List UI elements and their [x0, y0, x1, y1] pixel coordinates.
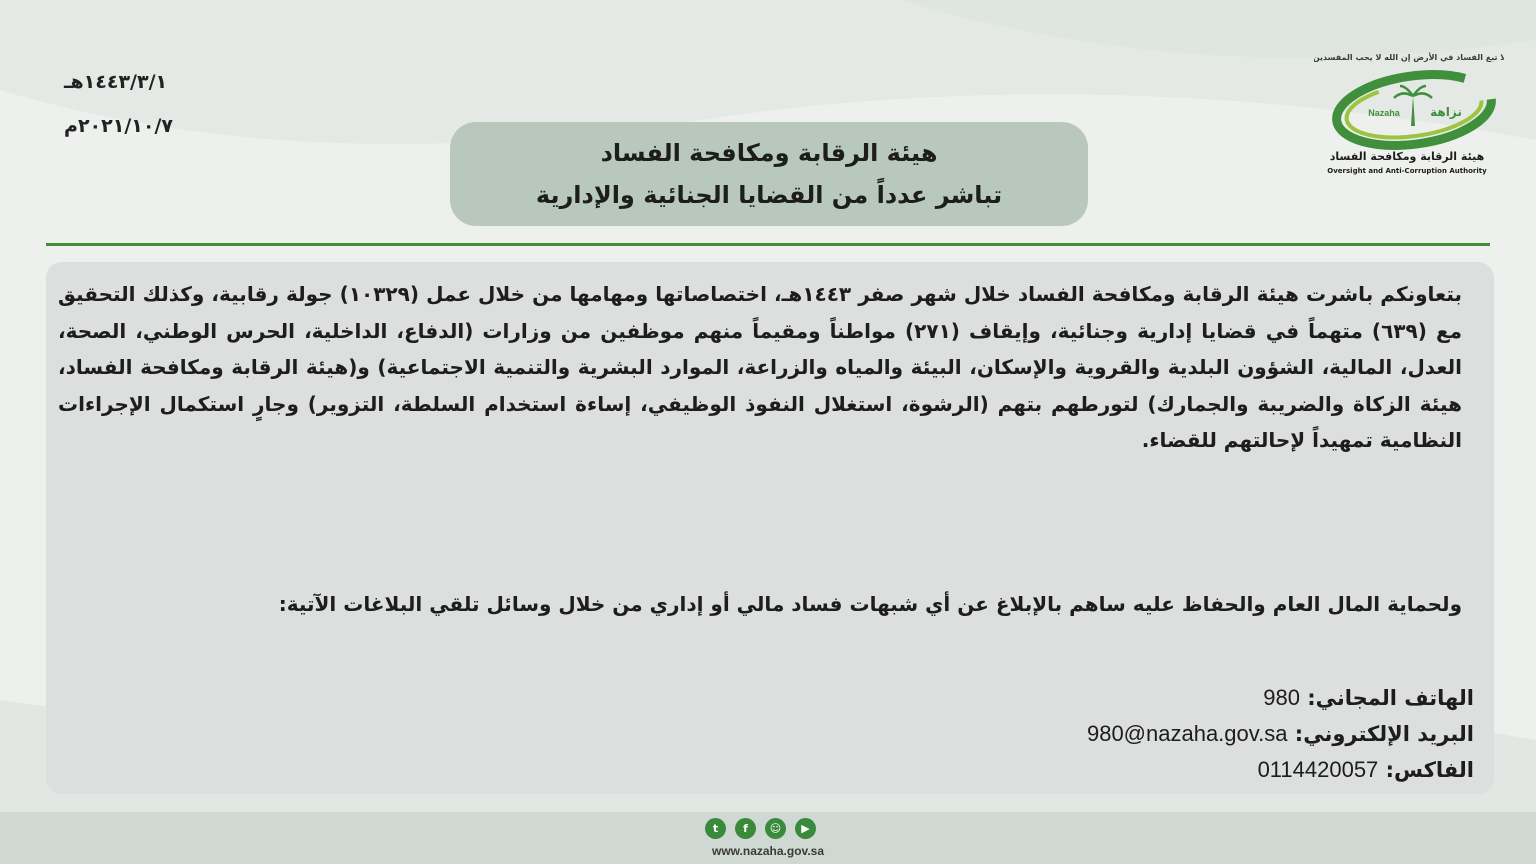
page-title: هيئة الرقابة ومكافحة الفساد [600, 139, 938, 167]
reporting-paragraph: ولحماية المال العام والحفاظ عليه ساهم بالإبلاغ عن أي شبهات فساد مالي أو إداري من خلال وسائل تلقي البلاغات الآتية: [278, 592, 1462, 616]
youtube-icon[interactable]: ▶ [795, 818, 816, 839]
contact-email-value[interactable]: 980@nazaha.gov.sa [1086, 721, 1288, 746]
title-box [450, 122, 1088, 226]
nazaha-emblem-icon [1314, 38, 1504, 158]
announcement-paragraph: بتعاونكم باشرت هيئة الرقابة ومكافحة الفساد خلال شهر صفر ١٤٤٣هـ، اختصاصاتها ومهامها من خلال عمل (١٠٣٢٩) جولة رقابية، وكذلك التحقيق مع (٦٣٩) متهماً في قضايا إدارية وجنائية، وإيقاف (٢٧١) مواطناً ومقيماً منهم موظفين من وزارات (الدفاع، الداخلية، الحرس الوطني، الصحة، العدل، المالية، الشؤون البلدية والقروية والإسكان، البيئة والمياه والزراعة، الموارد البشرية والتنمية الاجتماعية) و(هيئة الرقابة ومكافحة الفساد، هيئة الزكاة والضريبة والجمارك) لتورطهم بتهم (الرشوة، استغلال النفوذ الوظيفي، إساءة استخدام السلطة، التزوير) وجارٍ استكمال الإجراءات النظامية تمهيداً لإحالتهم للقضاء. [58, 282, 1462, 452]
footer-url[interactable]: www.nazaha.gov.sa [711, 844, 825, 858]
nazaha-logo [1314, 38, 1504, 188]
header-divider [46, 243, 1490, 246]
twitter-icon[interactable]: t [705, 818, 726, 839]
date-block [64, 60, 204, 148]
page-subtitle: تباشر عدداً من القضايا الجنائية والإدارية [535, 181, 1003, 209]
date-hijri: ١٤٤٣/٣/١هـ [64, 71, 168, 93]
social-links [705, 818, 816, 842]
contact-email-label: البريد الإلكتروني: [1294, 722, 1474, 746]
svg-text:Nazaha: Nazaha [1368, 108, 1400, 118]
contact-fax-label: الفاكس: [1385, 758, 1474, 782]
date-gregorian: ٢٠٢١/١٠/٧م [64, 115, 173, 137]
logo-caption-english: Oversight and Anti-Corruption Authority [1327, 167, 1487, 175]
contact-fax-value[interactable]: 0114420057 [1257, 757, 1379, 782]
svg-text:نزاهة: نزاهة [1430, 105, 1462, 119]
contact-phone-label: الهاتف المجاني: [1307, 686, 1474, 710]
contact-fax [1258, 753, 1474, 787]
logo-caption-arabic: هيئة الرقابة ومكافحة الفساد [1329, 150, 1485, 163]
facebook-icon[interactable]: f [735, 818, 756, 839]
contact-email [1087, 717, 1474, 751]
contact-phone [1263, 681, 1474, 715]
contact-phone-value[interactable]: 980 [1263, 685, 1300, 710]
snapchat-icon[interactable]: ☺ [765, 818, 786, 839]
svg-text:ولا تبغ الفساد في الأرض إن الل: ولا تبغ الفساد في الأرض إن الله لا يحب المفسدين [1314, 53, 1504, 62]
